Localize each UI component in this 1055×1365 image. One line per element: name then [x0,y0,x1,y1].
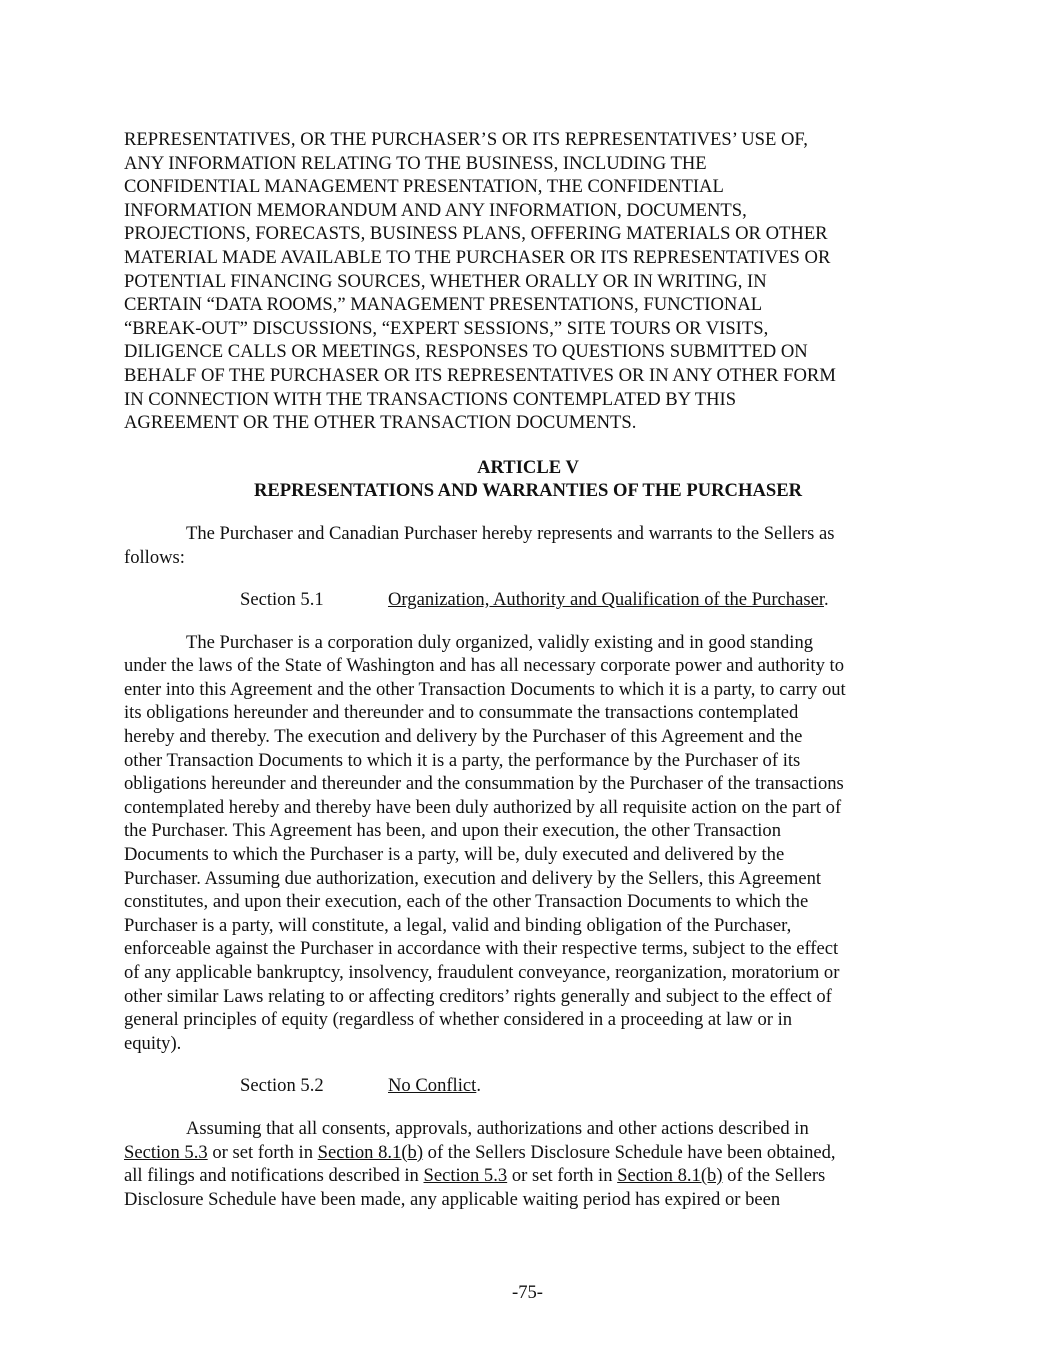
text-line: contemplated hereby and thereby have been duly authorized by all requisite action on the part of [124,796,842,818]
article-heading [124,456,932,503]
text-line: hereby and thereby. The execution and delivery by the Purchaser of this Agreement and the [124,726,803,748]
text-line: enter into this Agreement and the other Transaction Documents to which it is a party, to carry out [124,678,846,700]
text-line: “BREAK-OUT” DISCUSSIONS, “EXPERT SESSIONS,” SITE TOURS OR VISITS, [124,317,769,339]
section-number: Section 5.1 [240,589,324,611]
text-line [124,1141,932,1165]
text-line: obligations hereunder and thereunder and the consummation by the Purchaser of the transactions [124,773,844,795]
section-reference-link[interactable]: Section 8.1(b) [317,1141,424,1163]
page-number: -75- [512,1282,543,1303]
text-line: under the laws of the State of Washington and has all necessary corporate power and authority to [124,655,844,677]
text-line: PROJECTIONS, FORECASTS, BUSINESS PLANS, OFFERING MATERIALS OR OTHER [124,223,828,245]
section-5-2-body [124,1117,932,1211]
text-run: of the Sellers Disclosure Schedule have been obtained, [423,1141,836,1163]
text-run: or set forth in [207,1141,318,1163]
section-title-punct: . [476,1075,481,1097]
text-line: Documents to which the Purchaser is a party, will be, duly executed and delivered by the [124,844,785,866]
section-5-2-heading [124,1074,932,1098]
text-line: equity). [124,1032,182,1054]
text-line: POTENTIAL FINANCING SOURCES, WHETHER ORALLY OR IN WRITING, IN [124,270,767,292]
text-line: AGREEMENT OR THE OTHER TRANSACTION DOCUMENTS. [124,412,637,434]
text-line: Assuming that all consents, approvals, authorizations and other actions described in [186,1117,809,1139]
text-line: CERTAIN “DATA ROOMS,” MANAGEMENT PRESENTATIONS, FUNCTIONAL [124,294,763,316]
document-page [124,128,932,1211]
text-line: Purchaser. Assuming due authorization, execution and delivery by the Sellers, this Agreement [124,867,822,889]
text-line: BEHALF OF THE PURCHASER OR ITS REPRESENTATIVES OR IN ANY OTHER FORM [124,364,836,386]
text-line: Disclosure Schedule have been made, any applicable waiting period has expired or been [124,1188,781,1210]
text-line: follows: [124,546,185,568]
section-title: Organization, Authority and Qualification of the Purchaser [388,589,824,611]
text-line: ANY INFORMATION RELATING TO THE BUSINESS, INCLUDING THE [124,152,707,174]
section-title: No Conflict [388,1075,477,1097]
text-line: other Transaction Documents to which it is a party, the performance by the Purchaser of its [124,749,801,771]
text-line: of any applicable bankruptcy, insolvency, fraudulent conveyance, reorganization, moratorium or [124,962,840,983]
text-line: constitutes, and upon their execution, each of the other Transaction Documents to which the [124,891,809,913]
article-title: REPRESENTATIONS AND WARRANTIES OF THE PURCHASER [253,480,803,502]
text-run: of the Sellers [722,1165,826,1187]
text-line: enforceable against the Purchaser in accordance with their respective terms, subject to the effect [124,938,839,960]
text-line [124,1164,932,1188]
text-line: CONFIDENTIAL MANAGEMENT PRESENTATION, THE CONFIDENTIAL [124,176,724,198]
text-line: other similar Laws relating to or affecting creditors’ rights generally and subject to the effect of [124,985,832,1007]
text-line: its obligations hereunder and thereunder and to consummate the transactions contemplated [124,702,799,724]
text-line: The Purchaser and Canadian Purchaser hereby represents and warrants to the Sellers as [186,522,835,544]
section-reference-link[interactable]: Section 8.1(b) [617,1165,723,1187]
text-line: IN CONNECTION WITH THE TRANSACTIONS CONTEMPLATED BY THIS [124,388,737,410]
text-line: The Purchaser is a corporation duly organized, validly existing and in good standing [186,631,814,653]
text-line: INFORMATION MEMORANDUM AND ANY INFORMATION, DOCUMENTS, [124,199,747,221]
section-number: Section 5.2 [240,1075,324,1097]
text-line: DILIGENCE CALLS OR MEETINGS, RESPONSES TO QUESTIONS SUBMITTED ON [124,341,808,363]
text-line: general principles of equity (regardless of whether considered in a proceeding at law or in [124,1009,793,1031]
section-5-1-heading [124,588,932,612]
section-title-punct: . [823,589,829,611]
disclaimer-paragraph [124,128,932,435]
section-reference-link[interactable]: Section 5.3 [423,1165,508,1187]
article-number: ARTICLE V [477,456,579,478]
text-line: MATERIAL MADE AVAILABLE TO THE PURCHASER OR ITS REPRESENTATIVES OR [124,246,831,268]
section-5-1-body [124,631,932,1056]
text-line: Purchaser is a party, will constitute, a legal, valid and binding obligation of the Purchaser, [124,914,792,936]
text-run: all filings and notifications described in [124,1165,424,1187]
text-line: the Purchaser. This Agreement has been, and upon their execution, the other Transaction [124,820,781,842]
section-reference-link[interactable]: Section 5.3 [124,1141,208,1163]
text-run: or set forth in [507,1165,618,1187]
intro-paragraph [124,522,932,569]
text-line: REPRESENTATIVES, OR THE PURCHASER’S OR ITS REPRESENTATIVES’ USE OF, [124,129,808,150]
